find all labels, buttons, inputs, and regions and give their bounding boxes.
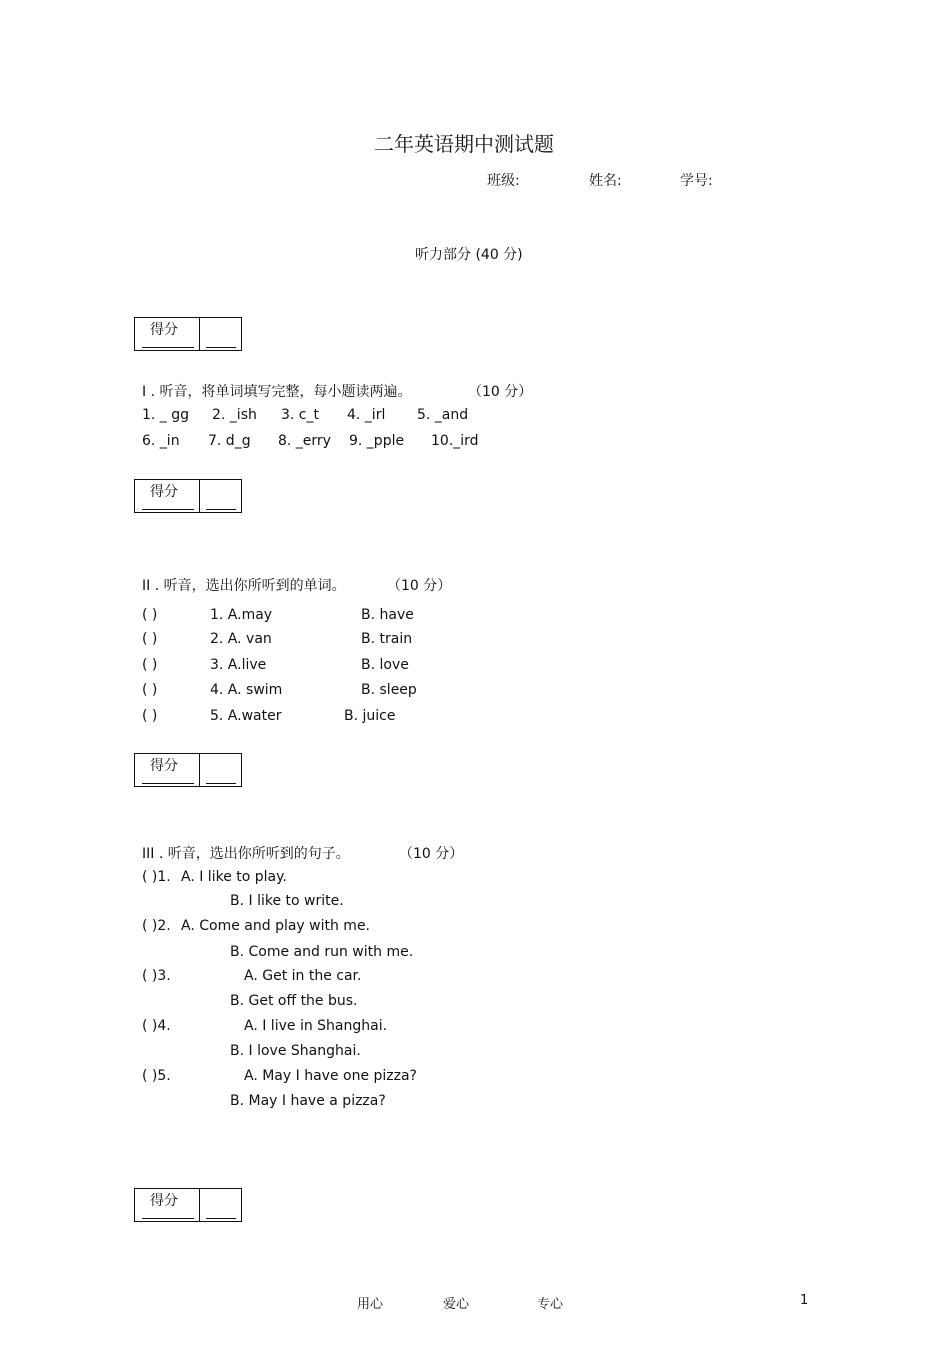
answer-paren: ( )4. [142,1018,171,1034]
score-label: 得分 [150,1193,178,1209]
option-b: B. love [361,657,409,673]
footer-motto: 专心 [537,1297,564,1312]
score-box-divider [199,318,200,350]
score-box-divider [199,754,200,786]
page-title: 二年英语期中测试题 [374,132,554,156]
option-b: B. juice [344,708,396,724]
score-underline [206,783,236,784]
option-a: A. May I have one pizza? [244,1068,417,1084]
score-label: 得分 [150,322,178,338]
section1-item: 8. _erry [278,433,331,449]
section1-item: 9. _pple [349,433,405,449]
class-label: 班级: [487,173,520,189]
answer-paren: ( ) [142,708,158,724]
answer-paren: ( )1. [142,869,171,885]
score-box-divider [199,480,200,512]
option-a: A. I like to play. [181,869,287,885]
answer-paren: ( ) [142,682,158,698]
score-box [134,479,242,513]
option-b: B. I like to write. [230,893,344,909]
score-box [134,317,242,351]
section1-item: 5. _and [417,407,469,423]
option-b: B. sleep [361,682,417,698]
answer-paren: ( )2. [142,918,171,934]
score-underline [206,1218,236,1219]
option-b: B. May I have a pizza? [230,1093,386,1109]
option-a: 3. A.live [210,657,267,673]
score-underline [206,509,236,510]
section1-item: 2. _ish [212,407,257,423]
score-label: 得分 [150,758,178,774]
section1-item: 10._ird [431,433,479,449]
name-label: 姓名: [589,173,622,189]
section2-heading: II . 听音，选出你所听到的单词。 [142,578,346,594]
option-a: A. Get in the car. [244,968,362,984]
score-box [134,1188,242,1222]
student-id-label: 学号: [680,173,713,189]
section3-heading: III . 听音，选出你所听到的句子。 [142,846,350,862]
section2-points: （10 分） [387,578,452,594]
option-a: 2. A. van [210,631,272,647]
option-a: 5. A.water [210,708,282,724]
score-underline [142,347,194,348]
answer-paren: ( ) [142,657,158,673]
section1-item: 3. c_t [281,407,319,423]
answer-paren: ( )5. [142,1068,171,1084]
option-b: B. I love Shanghai. [230,1043,361,1059]
footer-motto: 用心 [357,1297,384,1312]
listening-section-heading: 听力部分 (40 分) [415,247,523,263]
score-box [134,753,242,787]
page-number: 1 [800,1293,809,1308]
answer-paren: ( ) [142,631,158,647]
section3-points: （10 分） [399,846,464,862]
option-a: 4. A. swim [210,682,283,698]
section1-item: 6. _in [142,433,180,449]
option-b: B. train [361,631,413,647]
score-label: 得分 [150,484,178,500]
option-b: B. Come and run with me. [230,944,414,960]
answer-paren: ( )3. [142,968,171,984]
section1-heading: I . 听音，将单词填写完整，每小题读两遍。 [142,384,412,400]
option-b: B. have [361,607,414,623]
section1-points: （10 分） [468,384,533,400]
option-b: B. Get off the bus. [230,993,358,1009]
score-underline [142,1218,194,1219]
option-a: A. Come and play with me. [181,918,371,934]
score-underline [142,509,194,510]
footer-motto: 爱心 [443,1297,470,1312]
option-a: 1. A.may [210,607,273,623]
section1-item: 4. _irl [347,407,386,423]
score-box-divider [199,1189,200,1221]
score-underline [206,347,236,348]
section1-item: 7. d_g [208,433,251,449]
score-underline [142,783,194,784]
option-a: A. I live in Shanghai. [244,1018,388,1034]
answer-paren: ( ) [142,607,158,623]
section1-item: 1. _ gg [142,407,190,423]
